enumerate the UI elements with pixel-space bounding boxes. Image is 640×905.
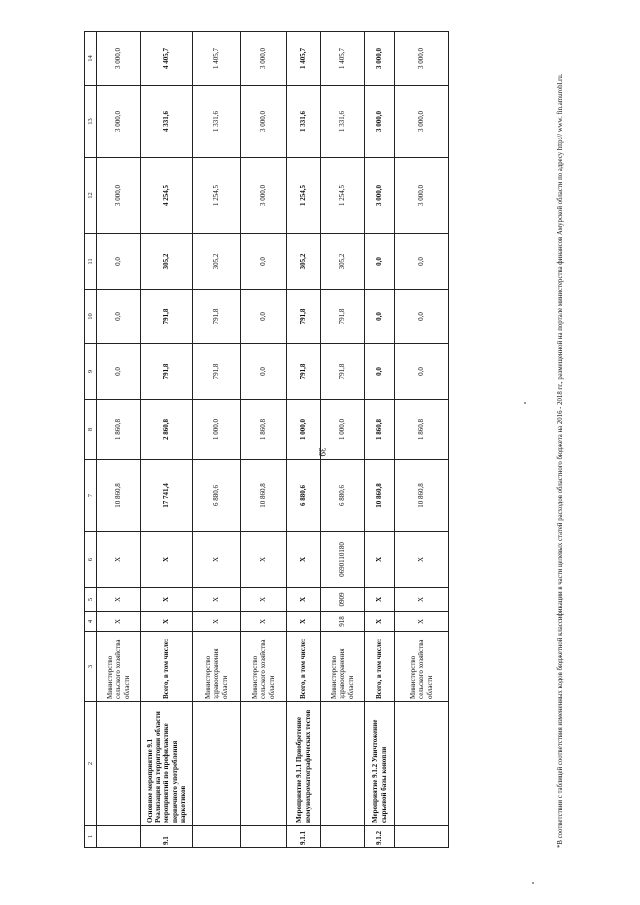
table-cell-c13: 3 000,0: [241, 86, 287, 158]
col-header-2: 2: [85, 702, 97, 826]
table-cell-c10: 791,8: [321, 290, 365, 344]
table-cell-c11: 305,2: [321, 234, 365, 290]
table-cell-c2: Мероприятие 9.1.1 Приобретение иммунохроматографических тестов: [287, 702, 321, 826]
table-cell-c12: 1 254,5: [287, 158, 321, 234]
table-cell-c9: 0,0: [241, 344, 287, 400]
table-cell-c11: 0,0: [97, 234, 141, 290]
table-cell-c1: [241, 826, 287, 848]
table-cell-c3: Всего, в том числе:: [287, 632, 321, 702]
footnote: *В соответствии с таблицей соответствия измененных кодов бюджетной классификации в части целевых статей расходов областного бюджета на 2016 - 2018 гг., размещенной на портале министерства финансов Амурской области по адресу http:// www. fin.amurobl.ru.: [557, 73, 564, 848]
col-header-8: 8: [85, 400, 97, 460]
col-header-5: 5: [85, 588, 97, 612]
table-cell-c9: 791,8: [141, 344, 193, 400]
header-row: [85, 32, 97, 848]
page-number: 39: [317, 447, 327, 457]
table-row: [321, 32, 365, 848]
table-cell-c10: 791,8: [287, 290, 321, 344]
table-cell-c5: Х: [141, 588, 193, 612]
table-cell-c5: Х: [193, 588, 241, 612]
table-cell-c8: 1 860,8: [365, 400, 395, 460]
budget-table: [84, 31, 449, 848]
table-cell-c3: Министерство сельского хозяйства области: [241, 632, 287, 702]
col-header-3: 3: [85, 632, 97, 702]
table-cell-c1: 9.1.1: [287, 826, 321, 848]
col-header-9: 9: [85, 344, 97, 400]
table-cell-c7: 6 880,6: [321, 460, 365, 532]
table-cell-c2: Мероприятие 9.1.2 Уничтожение сырьевой базы конопли: [365, 702, 395, 826]
rotated-table-block: [84, 32, 564, 848]
table-cell-c10: 0,0: [97, 290, 141, 344]
table-cell-c8: 2 860,8: [141, 400, 193, 460]
table-cell-c12: 3 000,0: [395, 158, 449, 234]
table-cell-c14: 1 405,7: [193, 32, 241, 86]
col-header-7: 7: [85, 460, 97, 532]
table-cell-c3: Министерство здравоохранения области: [321, 632, 365, 702]
table-cell-c5: Х: [395, 588, 449, 612]
table-cell-c8: 1 860,8: [395, 400, 449, 460]
table-cell-c13: 3 000,0: [395, 86, 449, 158]
table-cell-c11: 0,0: [365, 234, 395, 290]
table-row: [287, 32, 321, 848]
table-cell-c3: Министерство сельского хозяйства области: [97, 632, 141, 702]
table-cell-c12: 3 000,0: [97, 158, 141, 234]
table-cell-c8: 1 000,0: [321, 400, 365, 460]
table-cell-c7: 17 741,4: [141, 460, 193, 532]
table-cell-c12: 3 000,0: [365, 158, 395, 234]
table-cell-c11: 305,2: [193, 234, 241, 290]
table-cell-c5: 0909: [321, 588, 365, 612]
table-cell-c2: [97, 702, 141, 826]
table-cell-c10: 0,0: [241, 290, 287, 344]
table-cell-c14: 3 000,0: [241, 32, 287, 86]
table-cell-c6: Х: [395, 532, 449, 588]
table-cell-c14: 3 000,0: [365, 32, 395, 86]
table-cell-c12: 3 000,0: [241, 158, 287, 234]
table-cell-c13: 1 331,6: [287, 86, 321, 158]
table-cell-c9: 0,0: [365, 344, 395, 400]
table-row: [365, 32, 395, 848]
table-cell-c11: 305,2: [287, 234, 321, 290]
table-cell-c9: 791,8: [193, 344, 241, 400]
table-cell-c8: 1 860,8: [97, 400, 141, 460]
table-cell-c11: 0,0: [395, 234, 449, 290]
table-cell-c10: 0,0: [365, 290, 395, 344]
table-cell-c9: 791,8: [321, 344, 365, 400]
table-cell-c4: Х: [365, 612, 395, 632]
table-cell-c2: [193, 702, 241, 826]
table-cell-c8: 1 860,8: [241, 400, 287, 460]
col-header-12: 12: [85, 158, 97, 234]
col-header-11: 11: [85, 234, 97, 290]
table-cell-c4: Х: [97, 612, 141, 632]
table-cell-c1: 9.1.2: [365, 826, 395, 848]
table-cell-c6: Х: [365, 532, 395, 588]
table-cell-c2: [241, 702, 287, 826]
table-cell-c2: Основное мероприятие 9.1 Реализация на территории области мероприятий по профилактике первичного употребления наркотиков: [141, 702, 193, 826]
table-cell-c14: 4 405,7: [141, 32, 193, 86]
table-cell-c6: Х: [193, 532, 241, 588]
table-cell-c8: 1 000,0: [287, 400, 321, 460]
table-cell-c6: Х: [287, 532, 321, 588]
col-header-1: 1: [85, 826, 97, 848]
table-cell-c13: 3 000,0: [365, 86, 395, 158]
table-cell-c12: 4 254,5: [141, 158, 193, 234]
table-cell-c12: 1 254,5: [193, 158, 241, 234]
table-cell-c5: Х: [365, 588, 395, 612]
table-cell-c9: 0,0: [97, 344, 141, 400]
table-cell-c6: Х: [141, 532, 193, 588]
table-cell-c14: 3 000,0: [97, 32, 141, 86]
table-cell-c7: 6 880,6: [287, 460, 321, 532]
table-cell-c6: 0690110180: [321, 532, 365, 588]
table-cell-c7: 10 860,8: [241, 460, 287, 532]
table-cell-c11: 305,2: [141, 234, 193, 290]
table-cell-c3: Министерство сельского хозяйства области: [395, 632, 449, 702]
table-body: [97, 32, 449, 848]
table-cell-c6: Х: [241, 532, 287, 588]
col-header-13: 13: [85, 86, 97, 158]
table-cell-c1: [97, 826, 141, 848]
table-row: [193, 32, 241, 848]
table-cell-c5: Х: [97, 588, 141, 612]
table-cell-c8: 1 000,0: [193, 400, 241, 460]
table-cell-c2: [395, 702, 449, 826]
table-row: [141, 32, 193, 848]
table-cell-c4: 918: [321, 612, 365, 632]
table-cell-c4: Х: [193, 612, 241, 632]
col-header-14: 14: [85, 32, 97, 86]
table-cell-c4: Х: [141, 612, 193, 632]
table-cell-c1: 9.1: [141, 826, 193, 848]
table-cell-c4: Х: [241, 612, 287, 632]
col-header-10: 10: [85, 290, 97, 344]
table-cell-c6: Х: [97, 532, 141, 588]
col-header-6: 6: [85, 532, 97, 588]
table-cell-c1: [395, 826, 449, 848]
table-cell-c13: 3 000,0: [97, 86, 141, 158]
table-cell-c2: [321, 702, 365, 826]
table-cell-c3: Всего, в том числе:: [365, 632, 395, 702]
table-row: [395, 32, 449, 848]
table-cell-c12: 1 254,5: [321, 158, 365, 234]
table-cell-c4: Х: [287, 612, 321, 632]
table-cell-c5: Х: [241, 588, 287, 612]
col-header-4: 4: [85, 612, 97, 632]
table-cell-c1: [193, 826, 241, 848]
table-cell-c14: 1 405,7: [321, 32, 365, 86]
table-cell-c9: 0,0: [395, 344, 449, 400]
table-cell-c10: 791,8: [141, 290, 193, 344]
table-cell-c11: 0,0: [241, 234, 287, 290]
table-cell-c3: Всего, в том числе:: [141, 632, 193, 702]
table-cell-c14: 1 405,7: [287, 32, 321, 86]
table-cell-c14: 3 000,0: [395, 32, 449, 86]
table-cell-c7: 10 860,8: [395, 460, 449, 532]
table-cell-c10: 0,0: [395, 290, 449, 344]
table-cell-c5: Х: [287, 588, 321, 612]
table-cell-c4: Х: [395, 612, 449, 632]
table-cell-c13: 4 331,6: [141, 86, 193, 158]
scan-speck: [532, 882, 534, 884]
table-row: [97, 32, 141, 848]
table-cell-c7: 6 880,6: [193, 460, 241, 532]
table-cell-c13: 1 331,6: [193, 86, 241, 158]
scan-speck: [524, 402, 526, 404]
table-cell-c7: 10 860,8: [365, 460, 395, 532]
table-cell-c10: 791,8: [193, 290, 241, 344]
table-cell-c3: Министерство здравоохранения области: [193, 632, 241, 702]
table-cell-c1: [321, 826, 365, 848]
table-cell-c7: 10 860,8: [97, 460, 141, 532]
table-cell-c13: 1 331,6: [321, 86, 365, 158]
table-row: [241, 32, 287, 848]
table-cell-c9: 791,8: [287, 344, 321, 400]
